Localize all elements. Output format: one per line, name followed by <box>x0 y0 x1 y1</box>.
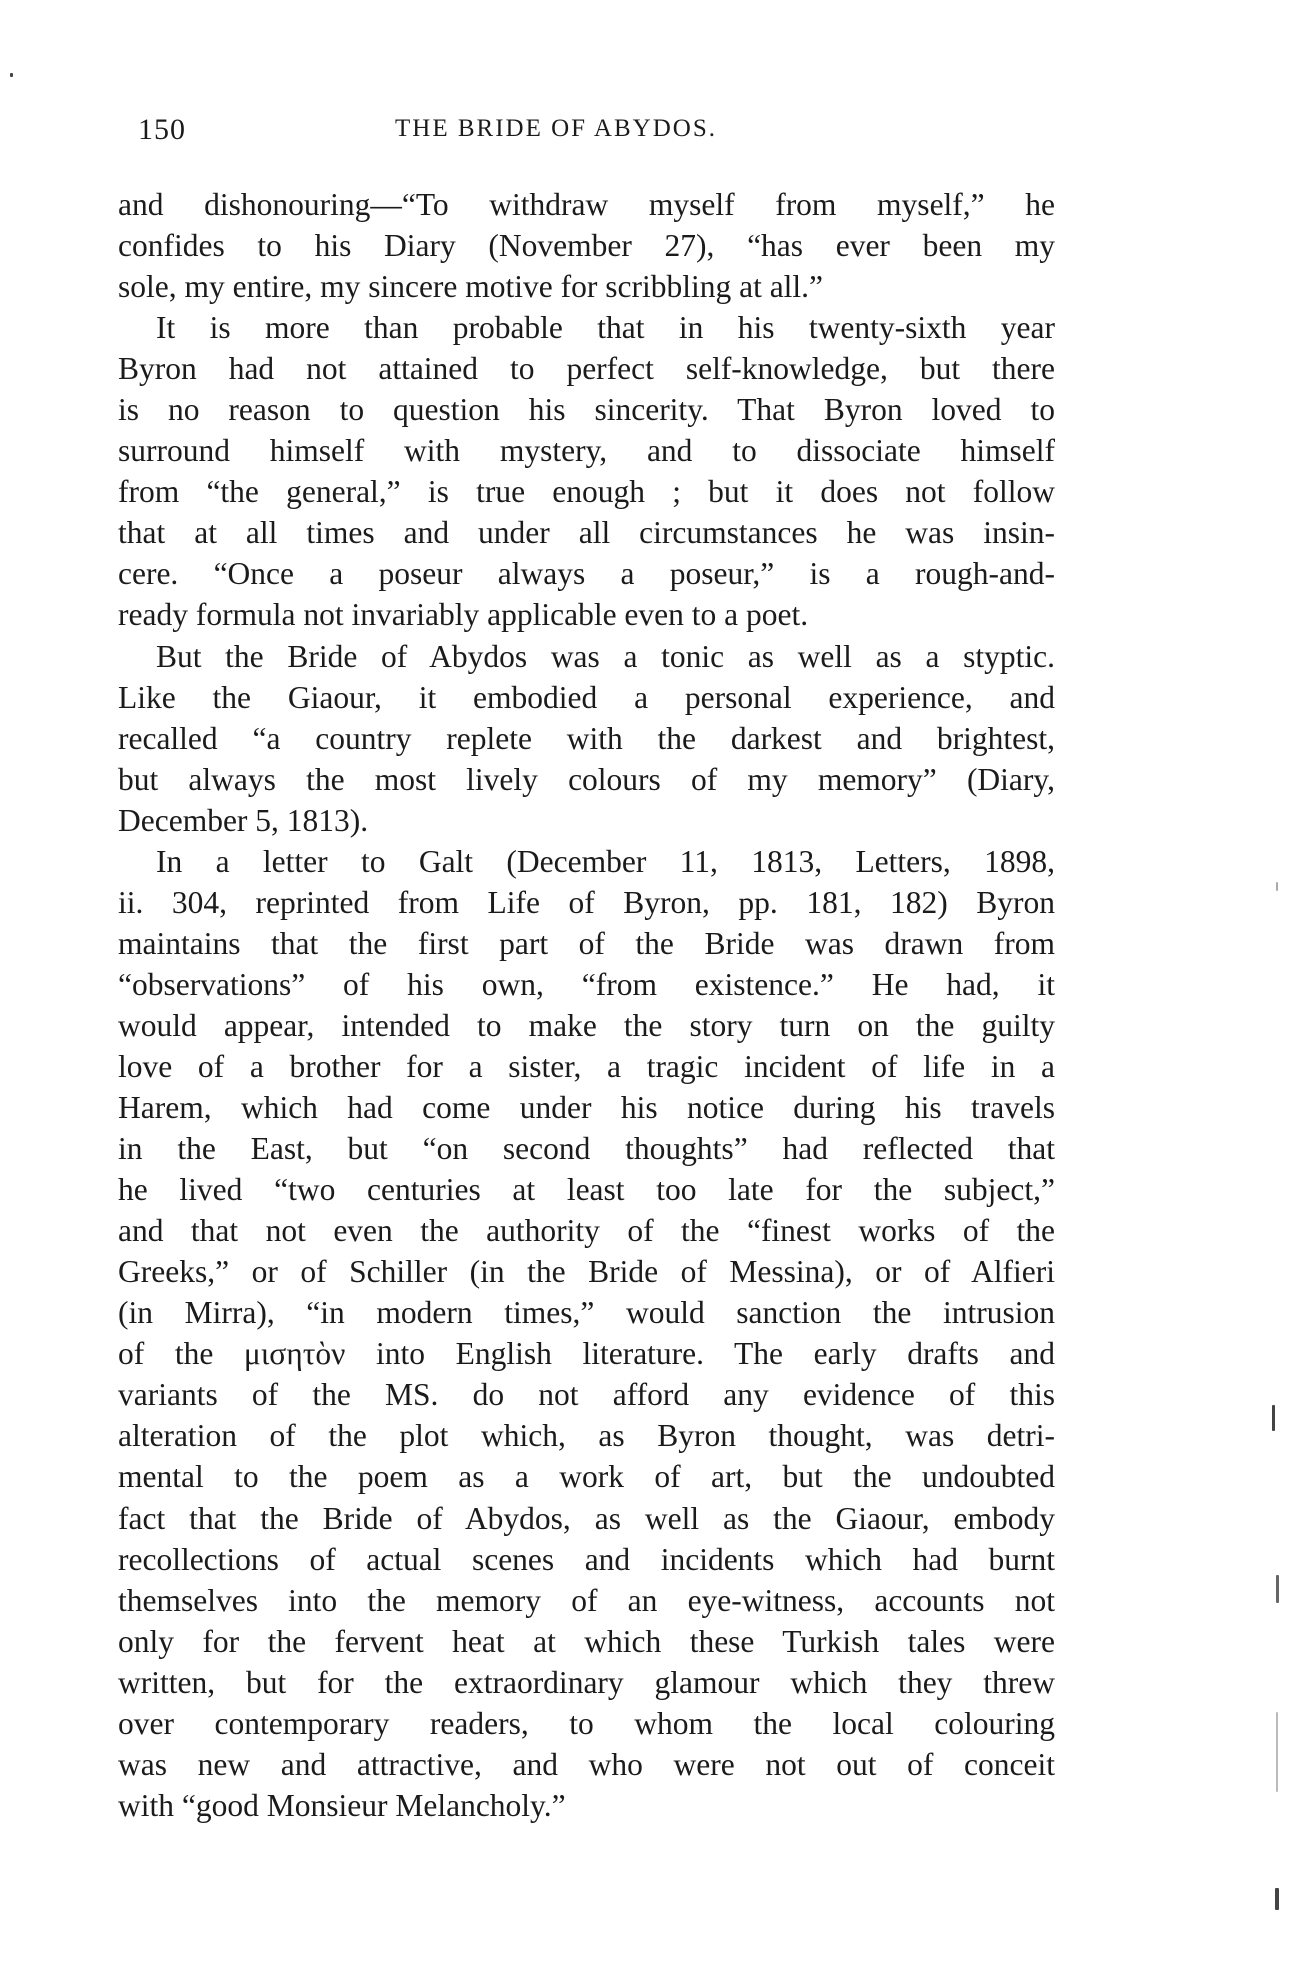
text-line: “observations” of his own, “from existence.” He had, it <box>118 966 1055 1002</box>
text-line: ready formula not invariably applicable even to a poet. <box>118 597 809 633</box>
text-line: but always the most lively colours of my memory” (Diary, <box>118 761 1055 797</box>
text-line: cere. “Once a poseur always a poseur,” is a rough-and- <box>118 556 1055 592</box>
text-line: only for the fervent heat at which these Turkish tales were <box>118 1623 1055 1659</box>
text-line: Like the Giaour, it embodied a personal experience, and <box>118 679 1055 715</box>
page-number: 150 <box>138 113 186 146</box>
paragraph-start-line: But the Bride of Abydos was a tonic as well as a styptic. <box>156 638 1055 674</box>
text-line: mental to the poem as a work of art, but the undoubted <box>118 1459 1055 1495</box>
text-line: ii. 304, reprinted from Life of Byron, pp. 181, 182) Byron <box>118 884 1055 920</box>
paragraph-start-line: In a letter to Galt (December 11, 1813, Letters, 1898, <box>156 843 1055 879</box>
text-line: December 5, 1813). <box>118 802 369 838</box>
text-line: is no reason to question his sincerity. That Byron loved to <box>118 392 1055 428</box>
text-line: and that not even the authority of the “finest works of the <box>118 1213 1055 1249</box>
scan-speck <box>1276 1575 1279 1603</box>
body-text <box>118 184 1055 1826</box>
text-line: love of a brother for a sister, a tragic incident of life in a <box>118 1048 1055 1084</box>
text-line: of the μισητὸν into English literature. The early drafts and <box>118 1336 1055 1372</box>
text-line: sole, my entire, my sincere motive for scribbling at all.” <box>118 269 824 305</box>
text-line: written, but for the extraordinary glamour which they threw <box>118 1664 1055 1700</box>
scan-speck <box>1276 882 1278 891</box>
text-line: themselves into the memory of an eye-witness, accounts not <box>118 1582 1055 1618</box>
text-line: fact that the Bride of Abydos, as well as the Giaour, embody <box>118 1500 1055 1536</box>
text-line: would appear, intended to make the story turn on the guilty <box>118 1007 1055 1043</box>
text-line: over contemporary readers, to whom the local colouring <box>118 1705 1055 1741</box>
text-line: surround himself with mystery, and to dissociate himself <box>118 433 1055 469</box>
text-line: from “the general,” is true enough ; but it does not follow <box>118 474 1055 510</box>
text-line: Byron had not attained to perfect self-knowledge, but there <box>118 351 1055 387</box>
text-line: and dishonouring—“To withdraw myself from myself,” he <box>118 187 1055 222</box>
text-line: he lived “two centuries at least too late for the subject,” <box>118 1172 1055 1208</box>
paragraph-start-line: It is more than probable that in his twenty-sixth year <box>156 310 1055 346</box>
scan-speck <box>1272 1405 1275 1431</box>
text-line: with “good Monsieur Melancholy.” <box>118 1787 566 1823</box>
running-head <box>138 113 1058 153</box>
text-line: that at all times and under all circumstances he was insin- <box>118 515 1055 551</box>
scan-speck <box>10 73 13 77</box>
text-line: (in Mirra), “in modern times,” would sanction the intrusion <box>118 1295 1055 1331</box>
text-line: alteration of the plot which, as Byron thought, was detri- <box>118 1418 1055 1454</box>
text-line: in the East, but “on second thoughts” had reflected that <box>118 1131 1055 1167</box>
scan-speck <box>1276 1712 1278 1792</box>
text-line: confides to his Diary (November 27), “has ever been my <box>118 228 1055 264</box>
text-line: Harem, which had come under his notice during his travels <box>118 1090 1055 1126</box>
scan-speck <box>1275 1888 1279 1910</box>
text-line: was new and attractive, and who were not out of conceit <box>118 1746 1055 1782</box>
text-line: recollections of actual scenes and incidents which had burnt <box>118 1541 1055 1577</box>
text-line: maintains that the first part of the Bride was drawn from <box>118 925 1055 961</box>
text-line: Greeks,” or of Schiller (in the Bride of Messina), or of Alfieri <box>118 1254 1055 1290</box>
text-line: variants of the MS. do not afford any evidence of this <box>118 1377 1055 1413</box>
text-line: recalled “a country replete with the darkest and brightest, <box>118 720 1055 756</box>
running-title: THE BRIDE OF ABYDOS. <box>395 115 717 142</box>
